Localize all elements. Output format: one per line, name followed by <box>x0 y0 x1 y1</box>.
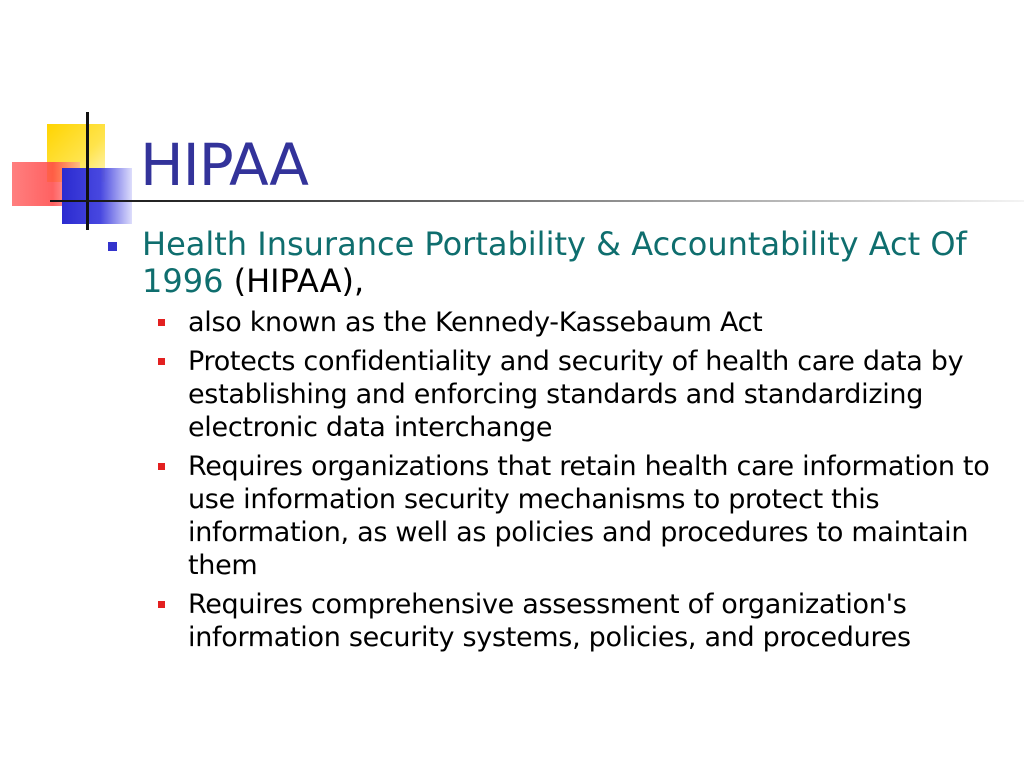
slide-title: HIPAA <box>140 131 308 199</box>
sub-bullet-item <box>146 345 1010 444</box>
slide-logo-decoration <box>0 0 150 240</box>
blue-square-shape <box>62 168 132 224</box>
sub-bullet-item <box>146 306 1010 339</box>
sub-bullet-list <box>100 306 1010 654</box>
title-underline-rule <box>50 200 1024 202</box>
sub-bullet-text: Requires comprehensive assessment of organization's information security systems, policies, and procedures <box>188 589 911 653</box>
square-bullet-icon <box>158 358 165 365</box>
square-bullet-icon <box>158 319 165 326</box>
square-bullet-icon <box>158 463 165 470</box>
slide-content <box>100 226 1010 660</box>
main-bullet-plain-text: (HIPAA), <box>223 262 365 300</box>
main-bullet-accent-text: Health Insurance Portability & Accountability Act Of 1996 <box>142 225 967 300</box>
square-bullet-icon <box>158 601 165 608</box>
sub-bullet-item <box>146 450 1010 582</box>
square-bullet-icon <box>108 242 117 251</box>
main-bullet-item <box>100 226 1010 300</box>
vertical-rule <box>86 112 89 230</box>
sub-bullet-text: Requires organizations that retain health care information to use information security mechanisms to protect this information, as well as policies and procedures to maintain them <box>188 451 990 581</box>
sub-bullet-text: Protects confidentiality and security of health care data by establishing and enforcing standards and standardizing electronic data interchange <box>188 346 964 443</box>
sub-bullet-text: also known as the Kennedy-Kassebaum Act <box>188 307 763 338</box>
sub-bullet-item <box>146 588 1010 654</box>
